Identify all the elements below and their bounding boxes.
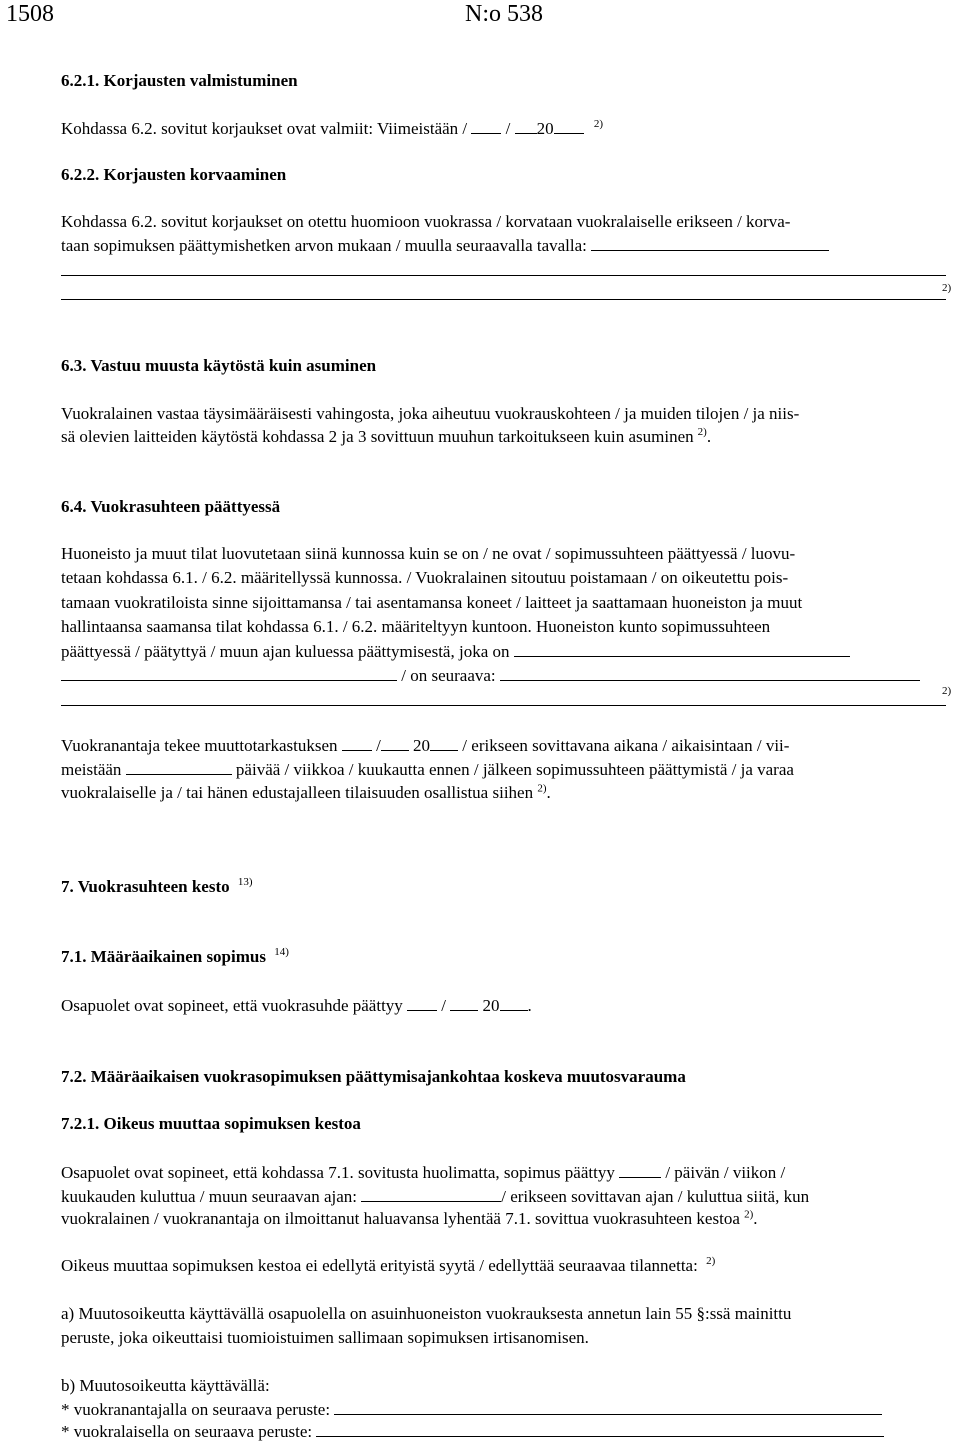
- fill-line[interactable]: [61, 299, 946, 300]
- inspection-text-c: meistään: [61, 760, 122, 779]
- period: .: [753, 1209, 758, 1228]
- s71-text: Osapuolet ovat sopineet, että vuokrasuhde päättyy: [61, 996, 403, 1015]
- s622-line-2-text: taan sopimuksen päättymishetken arvon mukaan / muulla seuraavalla tavalla:: [61, 236, 587, 255]
- date-blank[interactable]: [514, 641, 850, 657]
- s64-line-2: tetaan kohdassa 6.1. / 6.2. määritellyssä kunnossa. / Vuokralainen sitoutuu poistamaan / on oikeutettu pois-: [61, 568, 789, 587]
- month-blank[interactable]: [515, 118, 537, 134]
- s721-line-2: [61, 1186, 809, 1207]
- section-heading-7-2-1: 7.2.1. Oikeus muuttaa sopimuksen kestoa: [61, 1114, 361, 1133]
- year-prefix: 20: [482, 996, 500, 1015]
- period: .: [527, 996, 532, 1015]
- inspection-text-a: Vuokranantaja tekee muuttotarkastuksen: [61, 736, 338, 755]
- s721-text-d: / erikseen sovittavan ajan / kuluttua siitä, kun: [501, 1187, 810, 1206]
- other-time-blank[interactable]: [361, 1186, 501, 1202]
- inspection-text-e: vuokralaiselle ja / tai hänen edustajalleen tilaisuuden osallistua siihen: [61, 783, 534, 802]
- slash: /: [376, 736, 381, 755]
- year-blank[interactable]: [554, 118, 584, 134]
- footnote-ref: 2): [706, 1255, 716, 1268]
- year-prefix: 20: [413, 736, 431, 755]
- s63-line-2-text: sä olevien laitteiden käytöstä kohdassa 2 ja 3 sovittuun muuhun tarkoitukseen kuin asuminen: [61, 427, 694, 446]
- inspection-text-b: / erikseen sovittavana aikana / aikaisintaan / vii-: [462, 736, 790, 755]
- s64-line-4: hallintaansa saamansa tilat kohdassa 6.1. / 6.2. määriteltyyn kuntoon. Huoneiston kunto sopimussuhteen: [61, 617, 771, 636]
- section-heading-6-2-1: 6.2.1. Korjausten valmistuminen: [61, 71, 298, 90]
- s621-text: Kohdassa 6.2. sovitut korjaukset ovat valmiit: Viimeistään /: [61, 119, 468, 138]
- day-blank[interactable]: [342, 735, 372, 751]
- s63-line-2: [61, 427, 711, 447]
- other-method-blank[interactable]: [591, 235, 829, 251]
- document-number: N:o 538: [465, 1, 543, 27]
- s64-line-5: [61, 641, 850, 662]
- footnote-ref: 2): [593, 118, 604, 131]
- period: .: [706, 427, 712, 446]
- s721-p2-text: Oikeus muuttaa sopimuksen kestoa ei edellytä erityistä syytä / edellyttää seuraavaa tilannetta:: [61, 1256, 698, 1275]
- footnote-ref: 2): [697, 426, 707, 439]
- year-prefix: 20: [536, 119, 554, 138]
- landlord-ground-text: * vuokranantajalla on seuraava peruste:: [61, 1400, 331, 1419]
- slash: /: [441, 996, 447, 1015]
- s721-line-3: [61, 1209, 758, 1229]
- s64-line-6: [61, 665, 920, 686]
- s63-line-1: Vuokralainen vastaa täysimääräisesti vahingosta, joka aiheutuu vuokrauskohteen / ja muiden tilojen / ja niis-: [61, 404, 800, 423]
- footnote-ref: 2): [942, 685, 952, 697]
- footnote-ref: 2): [537, 782, 547, 795]
- month-blank[interactable]: [381, 735, 409, 751]
- tenant-ground-blank[interactable]: [316, 1421, 884, 1437]
- fill-line[interactable]: [61, 275, 946, 276]
- section-heading-7: [61, 877, 253, 897]
- s64-line-5-text: päättyessä / päätyttyä / muun ajan kuluessa päättymisestä, joka on: [61, 642, 510, 661]
- month-blank[interactable]: [450, 995, 478, 1011]
- section-heading-7-2: 7.2. Määräaikaisen vuokrasopimuksen päättymisajankohtaa koskeva muutosvarauma: [61, 1067, 686, 1086]
- s71-line: [61, 995, 532, 1016]
- period: .: [546, 783, 551, 802]
- inspection-text-d: päivää / viikkoa / kuukautta ennen / jälkeen sopimussuhteen päättymistä / ja varaa: [235, 760, 794, 779]
- section-heading-7-1-text: 7.1. Määräaikainen sopimus: [61, 947, 266, 966]
- s721-text-a: Osapuolet ovat sopineet, että kohdassa 7.1. sovitusta huolimatta, sopimus päättyy: [61, 1163, 615, 1182]
- slash: /: [505, 119, 511, 138]
- s721-text-e: vuokralainen / vuokranantaja on ilmoittanut haluavansa lyhentää 7.1. sovittua vuokrasuhteen kestoa: [61, 1209, 740, 1228]
- footnote-ref: 2): [744, 1208, 754, 1221]
- tenant-ground-text: * vuokralaisella on seuraava peruste:: [61, 1422, 313, 1441]
- footnote-ref: 14): [274, 946, 289, 959]
- fill-blank[interactable]: [500, 665, 920, 681]
- on-seuraava-text: / on seuraava:: [401, 666, 496, 685]
- inspection-line-3: [61, 783, 551, 803]
- s721-option-a-line-1: a) Muutosoikeutta käyttävällä osapuolella on asuinhuoneiston vuokrauksesta annetun lain 55 §:ssä mainittu: [61, 1304, 792, 1323]
- section-heading-6-2-2: 6.2.2. Korjausten korvaaminen: [61, 165, 287, 184]
- fill-blank[interactable]: [61, 665, 397, 681]
- s64-line-1: Huoneisto ja muut tilat luovutetaan siinä kunnossa kuin se on / ne ovat / sopimussuhteen päättyessä / luovu-: [61, 544, 796, 563]
- section-heading-6-3: 6.3. Vastuu muusta käytöstä kuin asuminen: [61, 356, 377, 375]
- inspection-line-2: [61, 759, 794, 780]
- s721-option-b-tenant: [61, 1421, 884, 1442]
- day-blank[interactable]: [407, 995, 437, 1011]
- s721-paragraph-2: [61, 1256, 715, 1276]
- s721-line-1: [61, 1162, 785, 1183]
- inspection-line-1: [61, 735, 789, 756]
- year-blank[interactable]: [500, 995, 528, 1011]
- page-number: 1508: [6, 1, 54, 27]
- s721-option-b-landlord: [61, 1399, 882, 1420]
- s721-option-a-line-2: peruste, joka oikeuttaisi tuomioistuimen sallimaan sopimuksen irtisanomisen.: [61, 1328, 589, 1347]
- s622-line-1: Kohdassa 6.2. sovitut korjaukset on otettu huomioon vuokrassa / korvataan vuokralaiselle erikseen / korva-: [61, 212, 791, 231]
- s721-option-b-heading: b) Muutosoikeutta käyttävällä:: [61, 1376, 270, 1395]
- s622-line-2: [61, 235, 829, 256]
- count-blank[interactable]: [126, 759, 232, 775]
- s64-line-3: tamaan vuokratiloista sinne sijoittamansa / tai asentamansa koneet / laitteet ja saattamaan huoneiston ja muut: [61, 593, 803, 612]
- fill-line[interactable]: [61, 705, 946, 706]
- s721-text-c: kuukauden kuluttua / muun seuraavan ajan:: [61, 1187, 357, 1206]
- section-heading-7-text: 7. Vuokrasuhteen kesto: [61, 877, 230, 896]
- s721-text-b: / päivän / viikon /: [665, 1163, 786, 1182]
- section-heading-6-4: 6.4. Vuokrasuhteen päättyessä: [61, 497, 281, 516]
- landlord-ground-blank[interactable]: [334, 1399, 882, 1415]
- day-blank[interactable]: [471, 118, 501, 134]
- period-blank[interactable]: [619, 1162, 661, 1178]
- footnote-ref: 13): [237, 876, 253, 889]
- s621-line: [61, 118, 603, 139]
- footnote-ref: 2): [942, 282, 952, 294]
- year-blank[interactable]: [430, 735, 458, 751]
- section-heading-7-1: [61, 947, 289, 967]
